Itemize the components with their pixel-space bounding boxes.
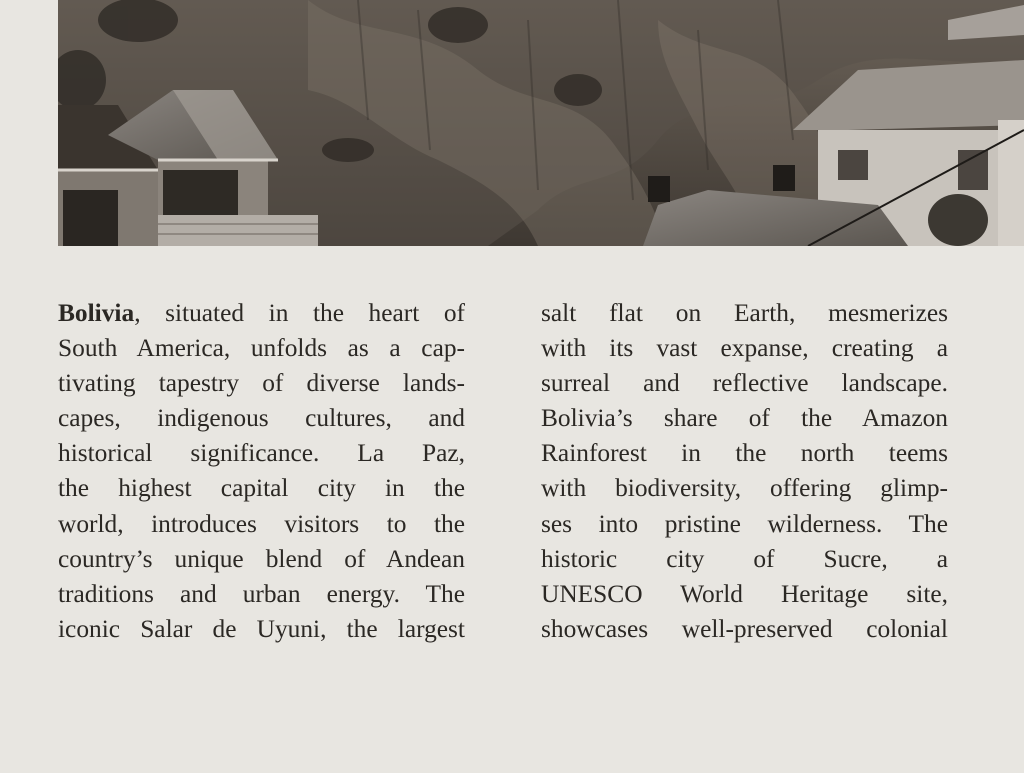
text-line: historic city of Sucre, a — [541, 544, 948, 573]
text-line: Bolivia’s share of the Amazon — [541, 404, 948, 433]
text-line: UNESCO World Heritage site, — [541, 579, 948, 608]
text-line: ses into pristine wilderness. The — [541, 509, 948, 538]
text-line: Bolivia, situated in the heart of — [58, 299, 465, 327]
text-line: capes, indigenous cultures, and — [58, 404, 465, 433]
text-line: tivating tapestry of diverse lands- — [58, 369, 465, 398]
text-line: salt flat on Earth, mesmerizes — [541, 299, 948, 327]
text-line: traditions and urban energy. The — [58, 579, 465, 608]
text-line: Rainforest in the north teems — [541, 439, 948, 468]
lead-word: Bolivia — [58, 299, 135, 327]
text-line: world, introduces visitors to the — [58, 509, 465, 538]
text-line: historical significance. La Paz, — [58, 439, 465, 468]
header-photo — [58, 0, 1024, 246]
right-text-column — [541, 296, 948, 647]
left-text-column — [58, 296, 465, 647]
text-line: surreal and reflective landscape. — [541, 369, 948, 398]
text-line: with its vast expanse, creating a — [541, 334, 948, 363]
text-line: with biodiversity, offering glimp- — [541, 474, 948, 503]
text-line: iconic Salar de Uyuni, the largest — [58, 614, 465, 643]
text-line: showcases well-preserved colonial — [541, 614, 948, 643]
text-line: South America, unfolds as a cap- — [58, 334, 465, 363]
text-line: country’s unique blend of Andean — [58, 544, 465, 573]
text-line: the highest capital city in the — [58, 474, 465, 503]
